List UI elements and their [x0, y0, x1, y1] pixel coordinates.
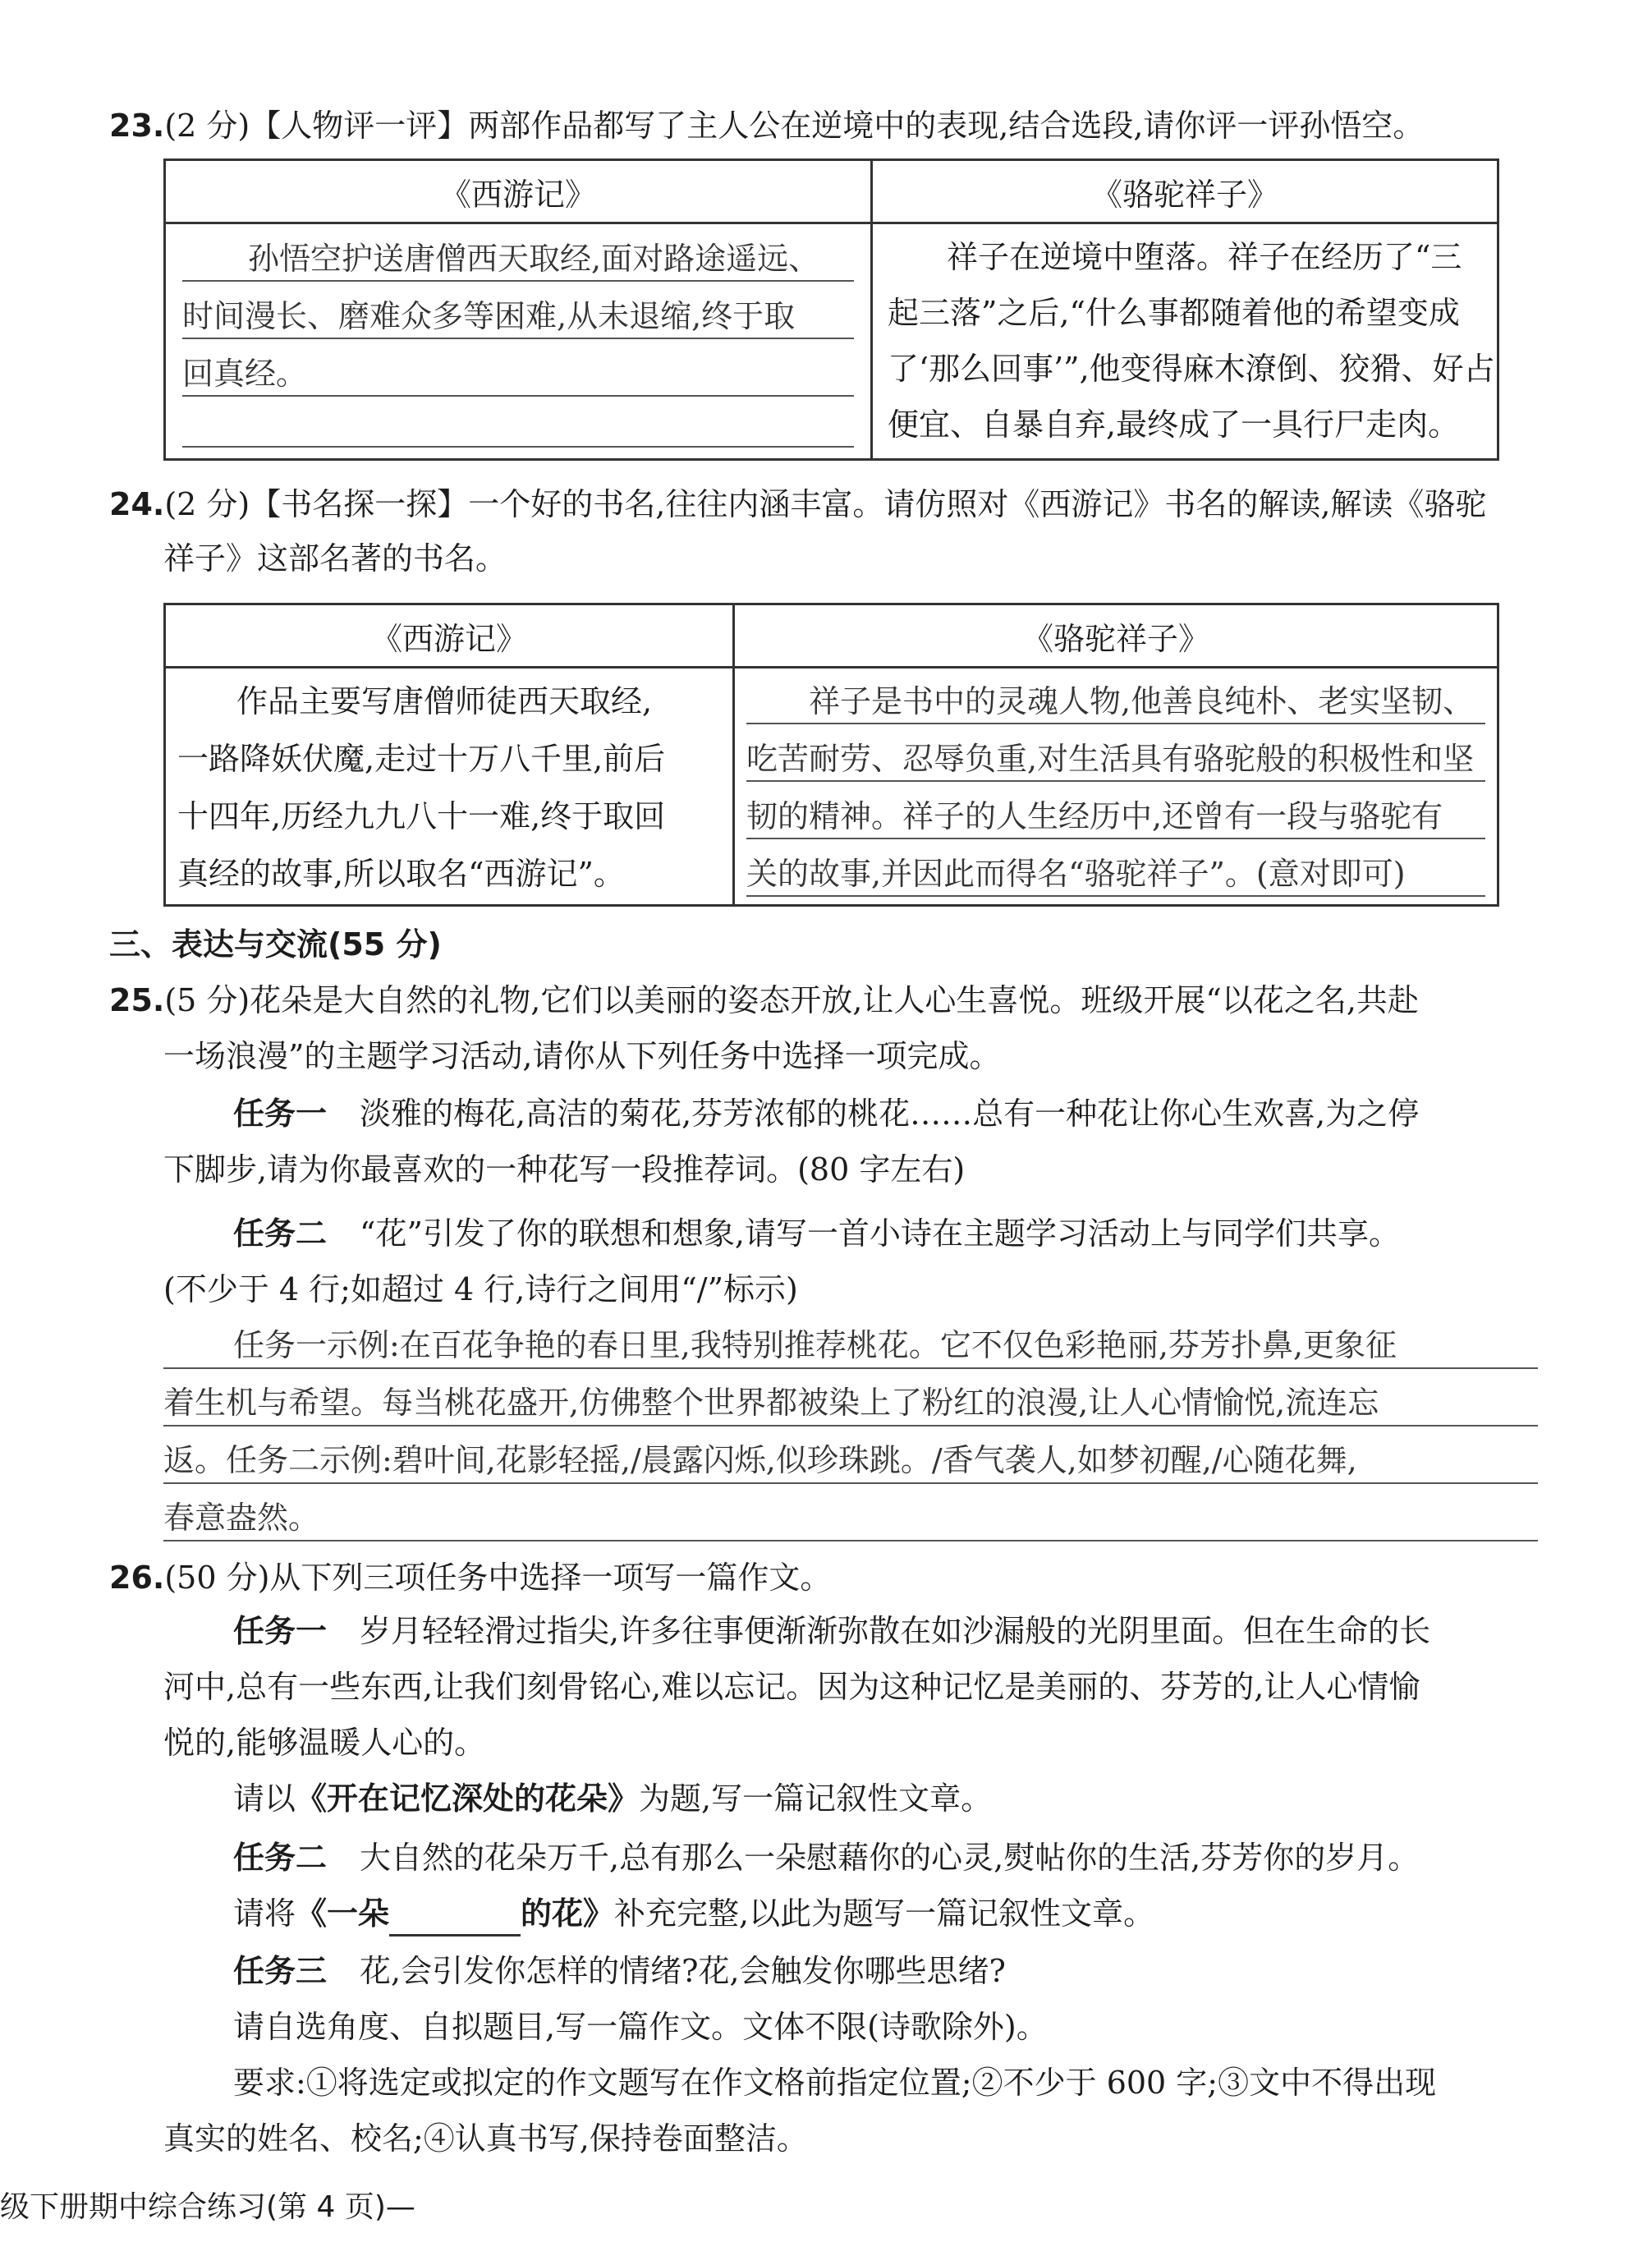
q26-task3-label: 任务三: [233, 1953, 328, 1989]
q24-col2-header: 《骆驼祥子》: [734, 604, 1498, 668]
q23-col2-line-4: 便宜、自暴自弃,最终成了一具行尸走肉。: [888, 407, 1460, 443]
q23-col2-cell: [872, 223, 1498, 460]
q25-number: 25.: [109, 982, 165, 1018]
q24-col1-line-2: 一路降妖伏魔,走过十万八千里,前后: [177, 741, 666, 777]
q25-answer-line-2: 着生机与希望。每当桃花盛开,仿佛整个世界都被染上了粉红的浪漫,让人心情愉悦,流连忘: [163, 1385, 1379, 1421]
q23-col2-header: 《骆驼祥子》: [872, 160, 1498, 223]
q24-number: 24.: [109, 486, 165, 522]
q25-task2-line-1: [233, 1211, 1400, 1257]
answer-underline: [163, 1367, 1538, 1369]
q26-task1-text-1: 岁月轻轻滑过指尖,许多往事便渐渐弥散在如沙漏般的光阴里面。但在生命的长: [360, 1613, 1431, 1649]
q26-text: (50 分)从下列三项任务中选择一项写一篇作文。: [164, 1560, 832, 1596]
q26-task2-text-1: 大自然的花朵万千,总有那么一朵慰藉你的心灵,熨帖你的生活,芬芳你的岁月。: [360, 1840, 1420, 1876]
q23-col1-header: 《西游记》: [165, 160, 872, 223]
q25-answer-line-1: 任务一示例:在百花争艳的春日里,我特别推荐桃花。它不仅色彩艳丽,芬芳扑鼻,更象征: [233, 1327, 1397, 1363]
q25-prompt-line-2: 一场浪漫”的主题学习活动,请你从下列任务中选择一项完成。: [163, 1038, 1001, 1074]
q26-task2-line-1: [233, 1835, 1419, 1881]
q26-task1-req-post: 为题,写一篇记叙性文章。: [639, 1780, 993, 1817]
answer-underline: [746, 723, 1485, 724]
q23-answer-line-3: 回真经。: [182, 356, 308, 392]
q26-task2-requirement: [233, 1891, 1154, 1937]
q24-prompt-line-2: 祥子》这部名著的书名。: [163, 540, 507, 577]
q24-answer-line-4: 关的故事,并因此而得名“骆驼祥子”。(意对即可): [746, 856, 1406, 892]
answer-underline: [163, 1425, 1538, 1427]
q26-task1-line-3: 悦的,能够温暖人心的。: [163, 1725, 486, 1761]
q24-answer-line-3: 韧的精神。祥子的人生经历中,还曾有一段与骆驼有: [746, 798, 1443, 834]
q26-task1-line-1: [233, 1608, 1430, 1654]
q25-answer-line-4: 春意盎然。: [163, 1500, 320, 1536]
q25-prompt-line-1: [109, 977, 1419, 1023]
q23-answer-line-1: 孙悟空护送唐僧西天取经,面对路途遥远、: [248, 241, 820, 277]
q25-task2-line-2: (不少于 4 行;如超过 4 行,诗行之间用“/”标示): [163, 1271, 798, 1307]
answer-underline: [182, 338, 854, 339]
q26-task1-title: 《开在记忆深处的花朵》: [296, 1780, 640, 1817]
q24-col1-header: 《西游记》: [165, 604, 734, 668]
q23-col2-line-2: 起三落”之后,“什么事都随着他的希望变成: [888, 295, 1460, 331]
q23-col2-line-1: 祥子在逆境中堕落。祥子在经历了“三: [947, 239, 1462, 275]
q26-prompt: [109, 1555, 831, 1601]
q23-prompt: [109, 103, 1424, 149]
q25-task2-label: 任务二: [233, 1215, 328, 1252]
q23-answer-line-2: 时间漫长、磨难众多等困难,从未退缩,终于取: [182, 298, 796, 334]
q26-task2-title-b: 的花》: [521, 1895, 615, 1932]
answer-underline: [746, 780, 1485, 782]
q25-task1-line-2: 下脚步,请为你最喜欢的一种花写一段推荐词。(80 字左右): [163, 1151, 966, 1188]
q23-col2-line-3: 了‘那么回事’”,他变得麻木潦倒、狡猾、好占: [888, 351, 1495, 387]
q26-task1-requirement: [233, 1776, 992, 1822]
q26-requirements-line-1: 要求:①将选定或拟定的作文题写在作文格前指定位置;②不少于 600 字;③文中不得出现: [233, 2065, 1437, 2101]
q26-number: 26.: [109, 1560, 165, 1596]
q25-text-1: (5 分)花朵是大自然的礼物,它们以美丽的姿态开放,让人心生喜悦。班级开展“以花之名,共赴: [164, 982, 1419, 1018]
answer-underline: [163, 1482, 1538, 1484]
q26-requirements-line-2: 真实的姓名、校名;④认真书写,保持卷面整洁。: [163, 2120, 808, 2157]
answer-underline: [182, 280, 854, 282]
q25-task1-line-1: [233, 1091, 1419, 1137]
q25-task2-text-1: “花”引发了你的联想和想象,请写一首小诗在主题学习活动上与同学们共享。: [360, 1215, 1400, 1252]
q26-task1-req-pre: 请以: [233, 1780, 296, 1817]
title-blank: [389, 1901, 521, 1937]
q26-task2-label: 任务二: [233, 1840, 328, 1876]
answer-underline: [746, 895, 1485, 897]
q24-col1-line-4: 真经的故事,所以取名“西游记”。: [177, 856, 625, 892]
q26-task2-req-pre: 请将: [233, 1895, 296, 1932]
section-title: 三、表达与交流(55 分): [109, 926, 442, 963]
q26-task1-label: 任务一: [233, 1613, 328, 1649]
q23-number: 23.: [109, 108, 165, 144]
q24-col1-cell: [165, 668, 734, 906]
q23-text: (2 分)【人物评一评】两部作品都写了主人公在逆境中的表现,结合选段,请你评一评孙悟空。: [164, 108, 1425, 144]
q26-task2-title-a: 《一朵: [296, 1895, 390, 1932]
q24-col1-line-1: 作品主要写唐僧师徒西天取经,: [236, 683, 653, 719]
answer-underline: [182, 395, 854, 397]
answer-underline: [163, 1540, 1538, 1541]
q25-task1-text-1: 淡雅的梅花,高洁的菊花,芬芳浓郁的桃花……总有一种花让你心生欢喜,为之停: [360, 1096, 1420, 1132]
q24-prompt-line-1: [109, 481, 1486, 527]
q26-task3-text-1: 花,会引发你怎样的情绪?花,会触发你哪些思绪?: [360, 1953, 1006, 1989]
q26-task1-line-2: 河中,总有一些东西,让我们刻骨铭心,难以忘记。因为这种记忆是美丽的、芬芳的,让人心情愉: [163, 1669, 1420, 1705]
answer-underline: [746, 838, 1485, 839]
answer-underline: [182, 446, 854, 448]
q25-answer-line-3: 返。任务二示例:碧叶间,花影轻摇,/晨露闪烁,似珍珠跳。/香气袭人,如梦初醒,/心随花舞,: [163, 1442, 1357, 1478]
q24-col2-cell: [734, 668, 1498, 906]
q26-task3-line-2: 请自选角度、自拟题目,写一篇作文。文体不限(诗歌除外)。: [233, 2009, 1048, 2045]
q24-text-1: (2 分)【书名探一探】一个好的书名,往往内涵丰富。请仿照对《西游记》书名的解读,解读《骆驼: [164, 486, 1487, 522]
q23-table: [163, 159, 1499, 461]
q24-answer-line-2: 吃苦耐劳、忍辱负重,对生活具有骆驼般的积极性和坚: [746, 741, 1475, 777]
q24-col1-line-3: 十四年,历经九九八十一难,终于取回: [177, 798, 666, 834]
q26-task2-req-post: 补充完整,以此为题写一篇记叙性文章。: [614, 1895, 1155, 1932]
q25-task1-label: 任务一: [233, 1096, 328, 1132]
q24-table: [163, 603, 1499, 907]
q24-answer-line-1: 祥子是书中的灵魂人物,他善良纯朴、老实坚韧、: [809, 683, 1475, 719]
page-footer: 级下册期中综合练习(第 4 页)—: [0, 2190, 415, 2224]
q23-col1-cell: [165, 223, 872, 460]
q26-task3-line-1: [233, 1948, 1006, 1994]
